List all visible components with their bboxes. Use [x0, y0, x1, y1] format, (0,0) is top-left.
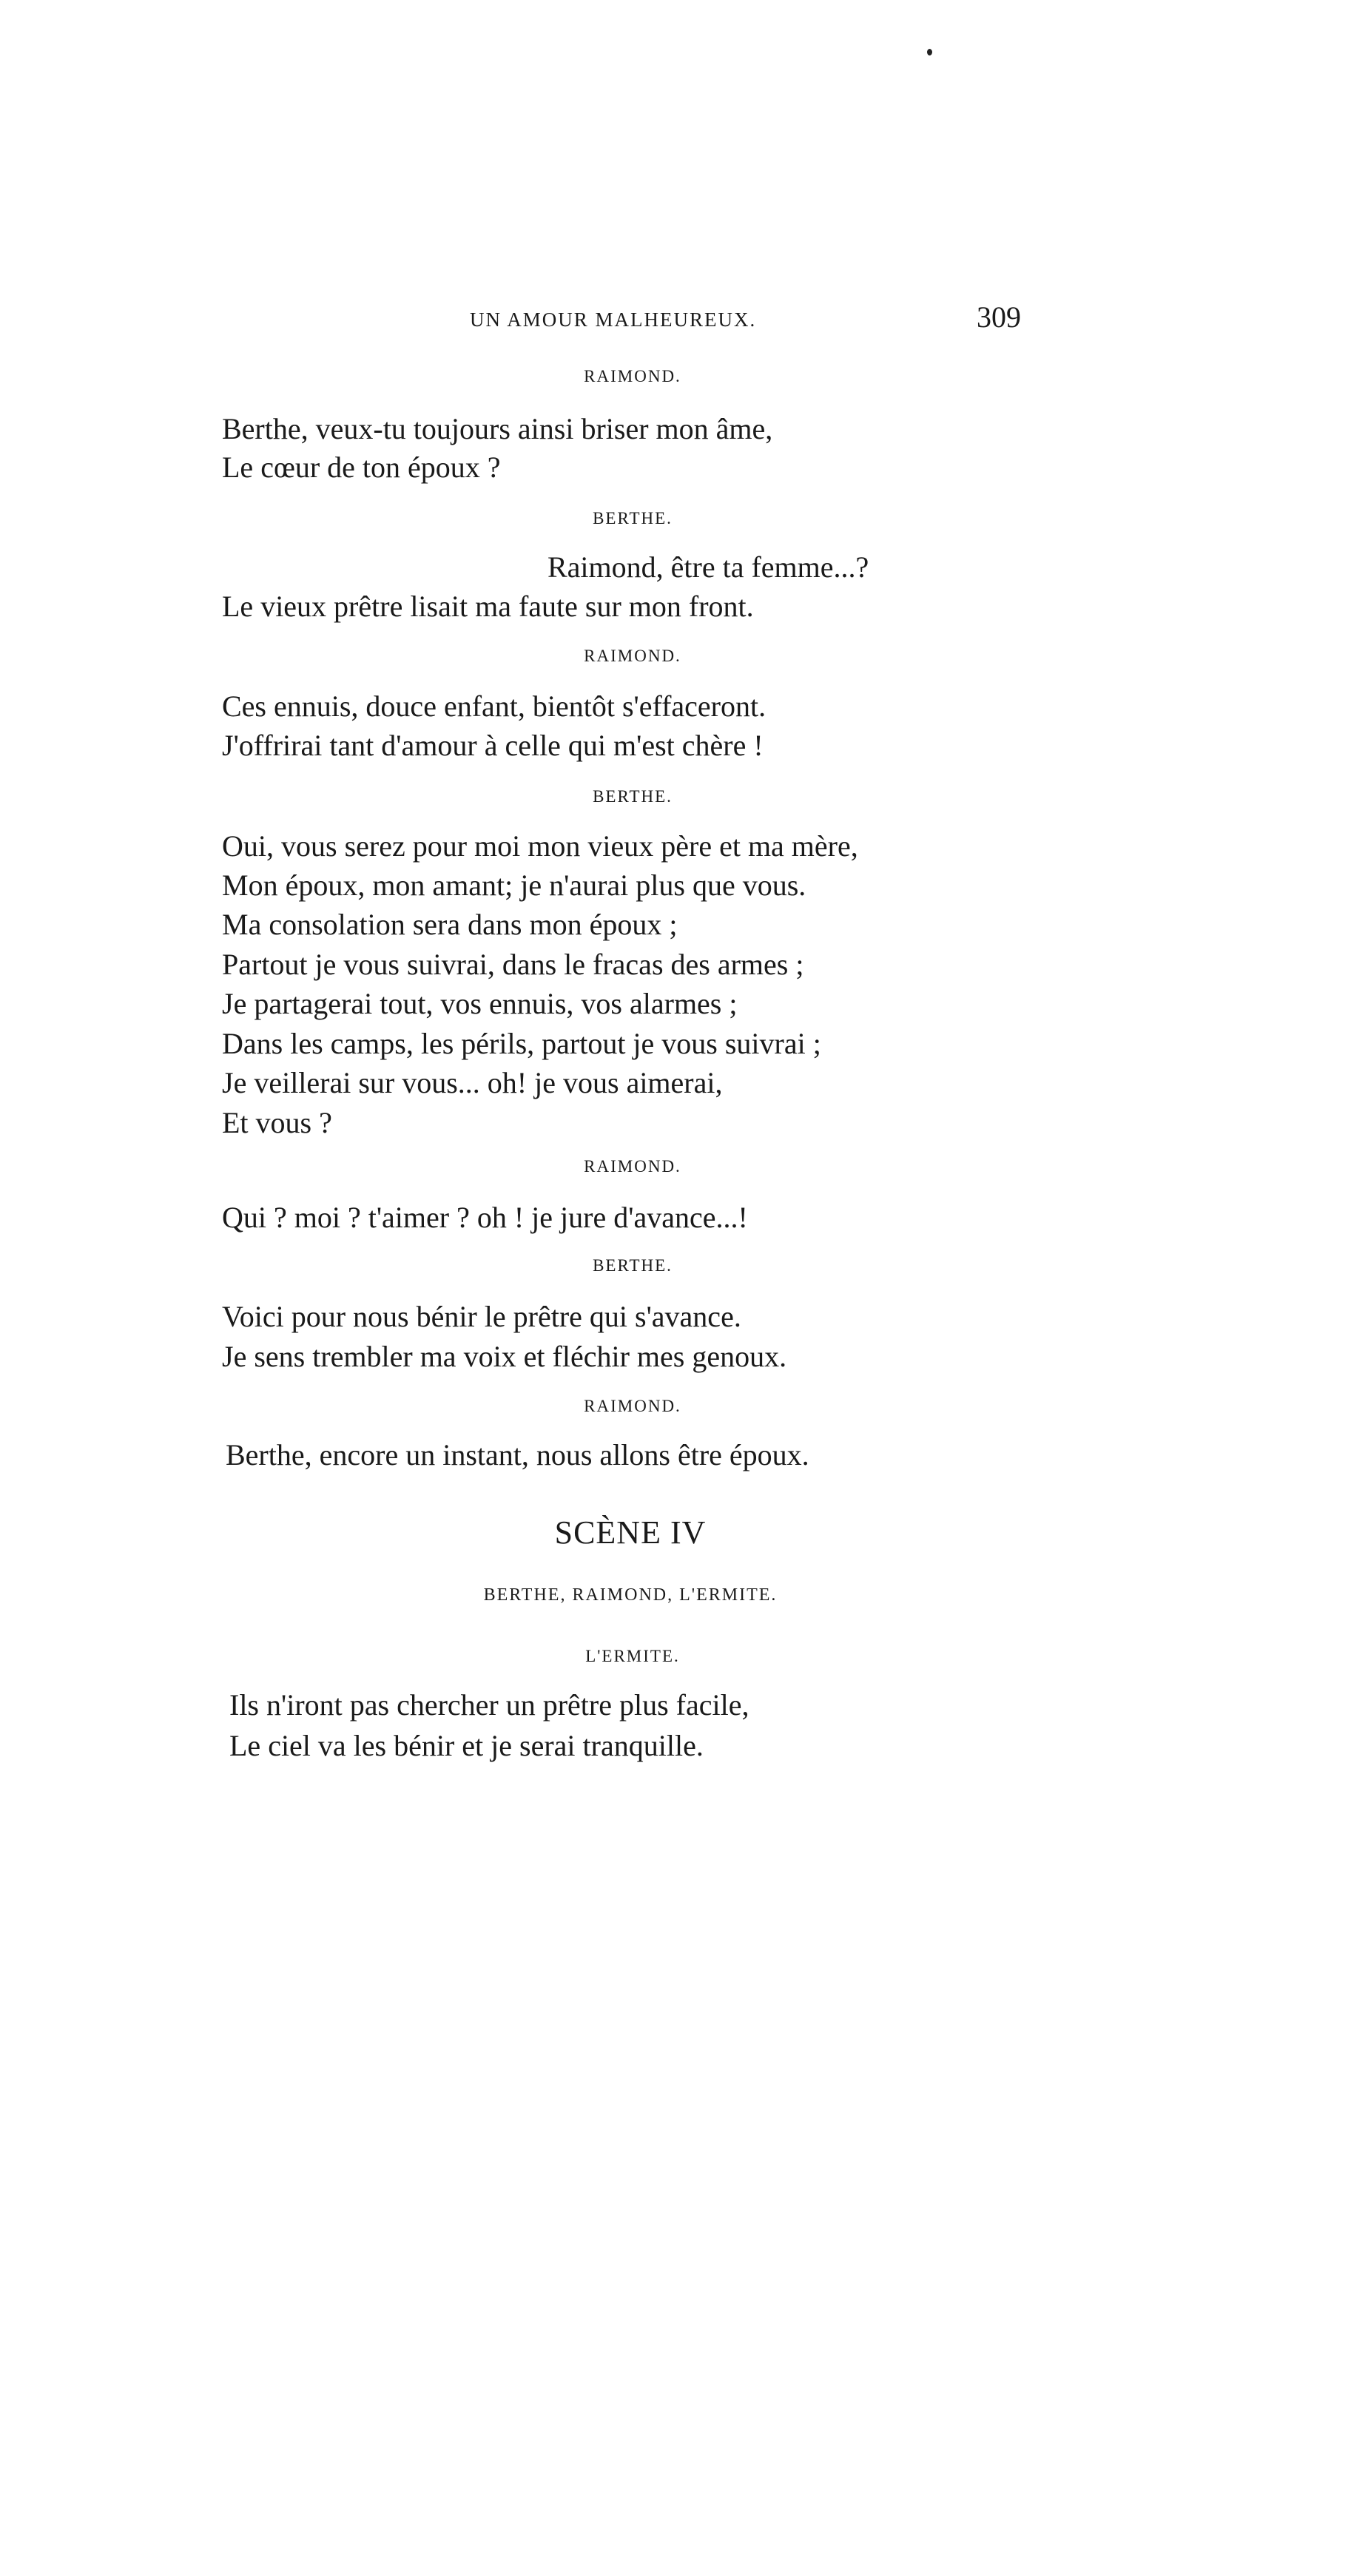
scene-cast: BERTHE, RAIMOND, L'ERMITE. [483, 1585, 778, 1605]
verse-line: Berthe, encore un instant, nous allons être époux. [226, 1438, 809, 1471]
speaker-label: BERTHE. [593, 509, 673, 527]
running-title: UN AMOUR MALHEUREUX. [470, 308, 757, 331]
ink-speck [927, 49, 932, 55]
verse-line: Ils n'iront pas chercher un prêtre plus facile, [229, 1688, 749, 1722]
verse-line: Dans les camps, les périls, partout je vous suivrai ; [222, 1027, 821, 1060]
speaker-label: RAIMOND. [584, 1157, 681, 1176]
verse-line: Je sens trembler ma voix et fléchir mes genoux. [222, 1340, 787, 1373]
verse-line: Voici pour nous bénir le prêtre qui s'avance. [222, 1300, 741, 1333]
verse-line: Le cœur de ton époux ? [222, 451, 501, 484]
speaker-label: BERTHE. [593, 1256, 673, 1275]
verse-line: Berthe, veux-tu toujours ainsi briser mon âme, [222, 412, 773, 445]
speaker-label: L'ERMITE. [585, 1647, 680, 1665]
speaker-label: BERTHE. [593, 787, 673, 806]
running-head [222, 300, 1021, 337]
verse-line: Ma consolation sera dans mon époux ; [222, 908, 678, 941]
verse-line: Je partagerai tout, vos ennuis, vos alarmes ; [222, 987, 738, 1020]
verse-line: Oui, vous serez pour moi mon vieux père et ma mère, [222, 829, 858, 863]
verse-line: Qui ? moi ? t'aimer ? oh ! je jure d'avance...! [222, 1201, 748, 1234]
verse-line: Ces ennuis, douce enfant, bientôt s'effaceront. [222, 689, 766, 723]
verse-line: Mon époux, mon amant; je n'aurai plus que vous. [222, 869, 806, 902]
verse-line: Partout je vous suivrai, dans le fracas des armes ; [222, 948, 804, 981]
page-number: 309 [977, 300, 1021, 334]
scene-heading: SCÈNE IV [554, 1514, 707, 1551]
verse-line: Le vieux prêtre lisait ma faute sur mon front. [222, 590, 754, 623]
verse-line: Le ciel va les bénir et je serai tranquille. [229, 1729, 704, 1762]
verse-line: J'offrirai tant d'amour à celle qui m'est chère ! [222, 729, 764, 762]
verse-line: Je veillerai sur vous... oh! je vous aimerai, [222, 1066, 723, 1099]
speaker-label: RAIMOND. [584, 647, 681, 665]
verse-line: Raimond, être ta femme...? [547, 550, 869, 584]
verse-line: Et vous ? [222, 1106, 332, 1139]
speaker-label: RAIMOND. [584, 367, 681, 385]
speaker-label: RAIMOND. [584, 1397, 681, 1415]
